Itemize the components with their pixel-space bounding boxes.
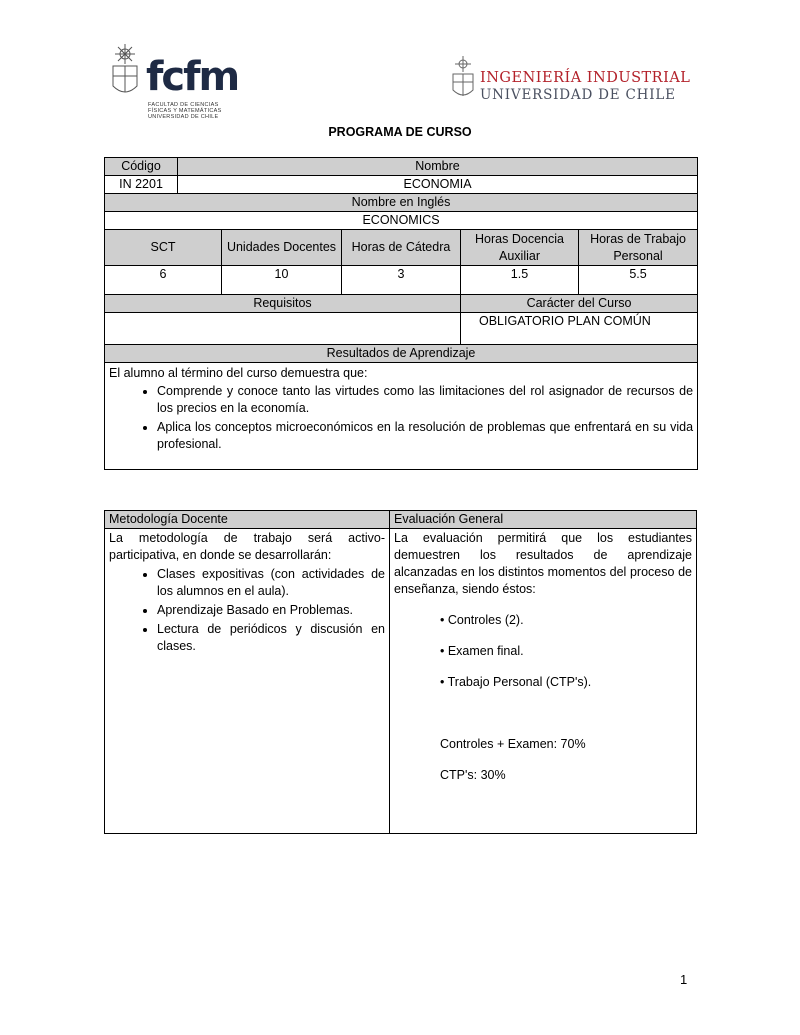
evaluation-intro: La evaluación permitirá que los estudiantes demuestren los resultados de aprendizaje alcanzadas en los distintos momentos del proceso de enseñanza, siendo éstos: bbox=[394, 531, 692, 596]
methodology-item: • Clases expositivas (con actividades de los alumnos en el aula). bbox=[157, 566, 385, 600]
english-name-header: Nombre en Inglés bbox=[105, 194, 698, 212]
lecture-hours-value: 3 bbox=[342, 266, 461, 295]
learning-outcome-item: • Aplica los conceptos microeconómicos en la resolución de problemas que enfrentará en su vida profesional. bbox=[157, 419, 693, 453]
evaluation-weight-exams: Controles + Examen: 70% bbox=[440, 737, 586, 751]
learning-outcomes-intro: El alumno al término del curso demuestra que: bbox=[109, 366, 368, 380]
university-seal-icon bbox=[108, 44, 144, 104]
course-character-value: OBLIGATORIO PLAN COMÚN bbox=[461, 313, 698, 345]
methodology-header: Metodología Docente bbox=[105, 511, 390, 529]
requirements-header: Requisitos bbox=[105, 295, 461, 313]
aux-hours-header: Horas Docencia Auxiliar bbox=[461, 230, 579, 266]
learning-outcomes-header: Resultados de Aprendizaje bbox=[105, 345, 698, 363]
learning-outcomes-body bbox=[105, 363, 698, 470]
methodology-item: • Aprendizaje Basado en Problemas. bbox=[157, 602, 385, 619]
methodology-intro: La metodología de trabajo será activo-participativa, en donde se desarrollarán: bbox=[109, 531, 385, 562]
english-name: ECONOMICS bbox=[105, 212, 698, 230]
dept-logo-subtitle: UNIVERSIDAD DE CHILE bbox=[480, 87, 676, 103]
fcfm-logo-text: fcfm bbox=[146, 54, 239, 100]
course-name: ECONOMIA bbox=[178, 176, 698, 194]
methodology-item: • Lectura de periódicos y discusión en clases. bbox=[157, 621, 385, 655]
personal-hours-value: 5.5 bbox=[579, 266, 698, 295]
methodology-evaluation-table bbox=[104, 510, 697, 834]
document-title: PROGRAMA DE CURSO bbox=[328, 125, 472, 139]
page-number: 1 bbox=[680, 972, 688, 987]
sct-value: 6 bbox=[105, 266, 222, 295]
course-info-table bbox=[104, 157, 698, 470]
methodology-body bbox=[105, 529, 390, 834]
evaluation-header: Evaluación General bbox=[390, 511, 697, 529]
evaluation-weight-ctp: CTP's: 30% bbox=[440, 768, 506, 782]
evaluation-item: • Trabajo Personal (CTP's). bbox=[440, 675, 592, 689]
lecture-hours-header: Horas de Cátedra bbox=[342, 230, 461, 266]
dept-logo-title: INGENIERÍA INDUSTRIAL bbox=[480, 70, 691, 86]
fcfm-logo-subtitle: FACULTAD DE CIENCIAS FÍSICAS Y MATEMÁTICAS UNIVERSIDAD DE CHILE bbox=[148, 102, 222, 120]
fcfm-logo bbox=[108, 44, 239, 122]
learning-outcome-item: • Comprende y conoce tanto las virtudes como las limitaciones del rol asignador de recursos de los precios en la economía. bbox=[157, 383, 693, 417]
industrial-engineering-logo bbox=[450, 56, 691, 106]
evaluation-body bbox=[390, 529, 697, 834]
course-code: IN 2201 bbox=[105, 176, 178, 194]
sct-header: SCT bbox=[105, 230, 222, 266]
university-seal-icon bbox=[450, 56, 476, 104]
teaching-units-value: 10 bbox=[222, 266, 342, 295]
evaluation-item: • Controles (2). bbox=[440, 613, 524, 627]
requirements-value bbox=[105, 313, 461, 345]
aux-hours-value: 1.5 bbox=[461, 266, 579, 295]
name-header: Nombre bbox=[178, 158, 698, 176]
course-character-header: Carácter del Curso bbox=[461, 295, 698, 313]
evaluation-item: • Examen final. bbox=[440, 644, 524, 658]
teaching-units-header: Unidades Docentes bbox=[222, 230, 342, 266]
personal-hours-header: Horas de Trabajo Personal bbox=[579, 230, 698, 266]
code-header: Código bbox=[105, 158, 178, 176]
